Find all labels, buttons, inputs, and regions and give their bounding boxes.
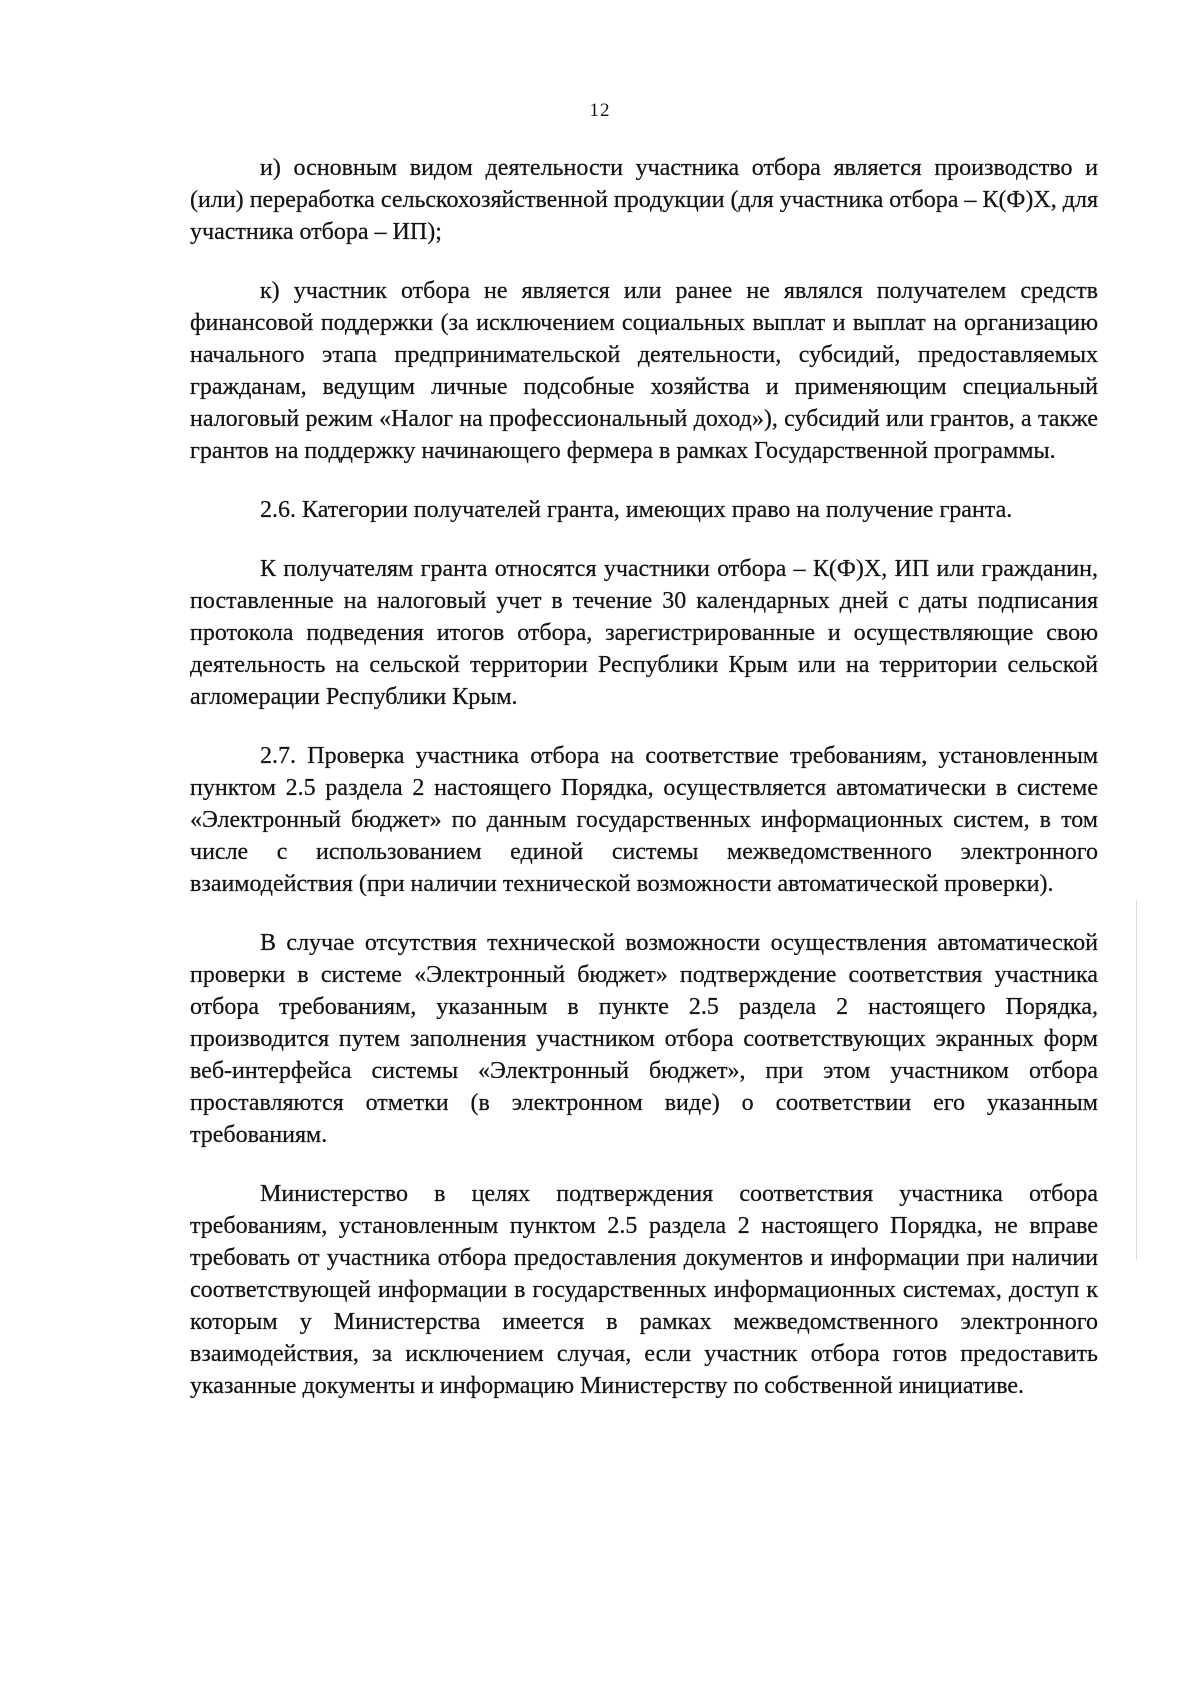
page-number: 12 [589,100,611,121]
paragraph-grant-recipients: К получателям гранта относятся участники отбора – К(Ф)Х, ИП или гражданин, поставленные на налоговый учет в течение 30 календарных дней с даты подписания протокола подведения итогов отбора, зарегистрированные и осуществляющие свою деятельность на сельской территории Республики Крым или на территории сельской агломерации Республики Крым. [190,556,1098,710]
scan-artifact-line [1136,900,1137,1260]
paragraph-2-7: 2.7. Проверка участника отбора на соответствие требованиям, установленным пунктом 2.5 раздела 2 настоящего Порядка, осуществляется автоматически в системе «Электронный бюджет» по данным государственных информационных систем, в том числе с использованием единой системы межведомственного электронного взаимодействия (при наличии технической возможности автоматической проверки). [190,743,1098,897]
paragraph-k: к) участник отбора не является или ранее не являлся получателем средств финансовой поддержки (за исключением социальных выплат и выплат на организацию начального этапа предпринимательской деятельности, субсидий, предоставляемых гражданам, ведущим личные подсобные хозяйства и применяющим специальный налоговый режим «Налог на профессиональный доход»), субсидий или грантов, а также грантов на поддержку начинающего фермера в рамках Государственной программы. [190,278,1098,464]
paragraph-no-technical-possibility: В случае отсутствия технической возможности осуществления автоматической проверки в системе «Электронный бюджет» подтверждение соответствия участника отбора требованиям, указанным в пункте 2.5 раздела 2 настоящего Порядка, производится путем заполнения участником отбора соответствующих экранных форм веб-интерфейса системы «Электронный бюджет», при этом участником отбора проставляются отметки (в электронном виде) о соответствии его указанным требованиям. [190,930,1098,1148]
paragraph-2-6: 2.6. Категории получателей гранта, имеющих право на получение гранта. [260,497,1013,523]
document-body [190,152,1098,1429]
paragraph-ministry: Министерство в целях подтверждения соответствия участника отбора требованиям, установленным пунктом 2.5 раздела 2 настоящего Порядка, не вправе требовать от участника отбора предоставления документов и информации при наличии соответствующей информации в государственных информационных системах, доступ к которым у Министерства имеется в рамках межведомственного электронного взаимодействия, за исключением случая, если участник отбора готов предоставить указанные документы и информацию Министерству по собственной инициативе. [190,1181,1098,1399]
paragraph-i: и) основным видом деятельности участника отбора является производство и (или) переработка сельскохозяйственной продукции (для участника отбора – К(Ф)Х, для участника отбора – ИП); [190,155,1098,245]
